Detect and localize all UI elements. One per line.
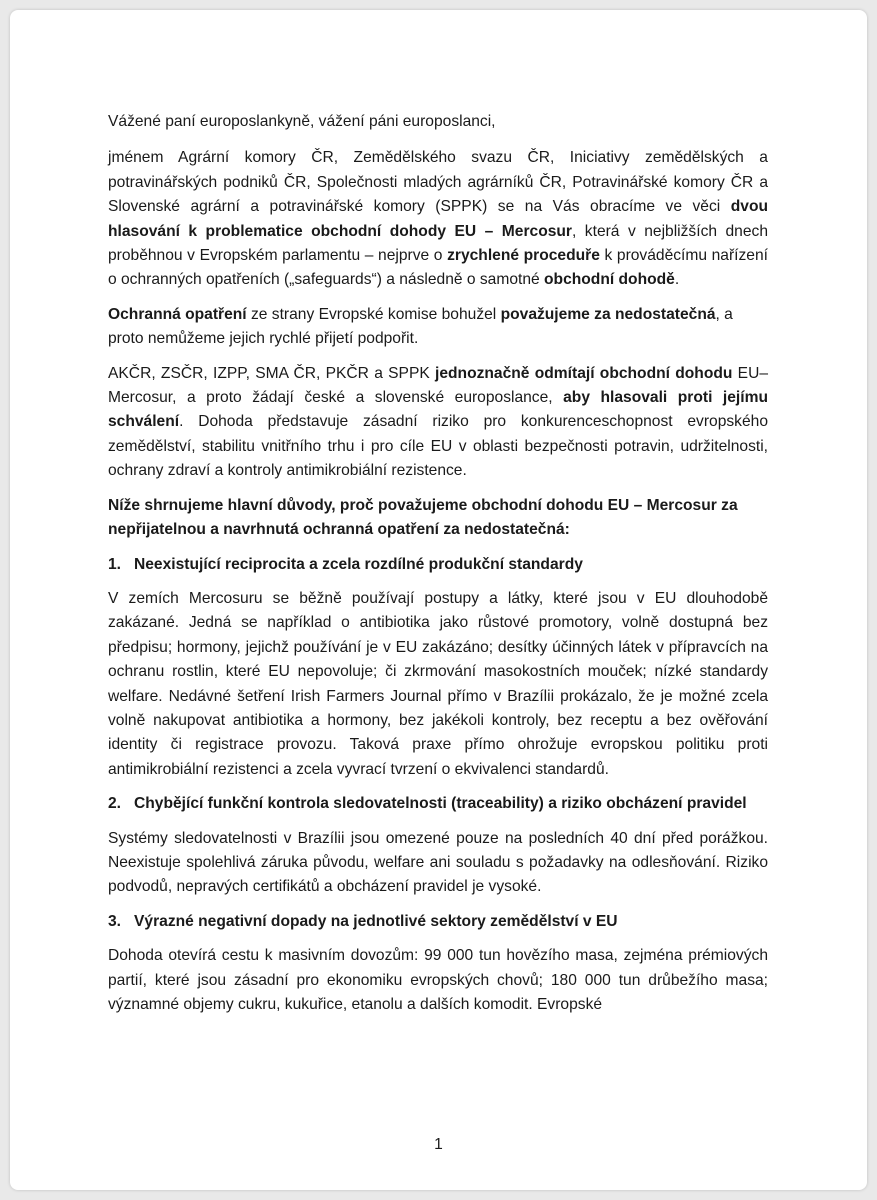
page-number: 1 <box>434 1136 443 1153</box>
safeguards-text: ze strany Evropské komise bohužel <box>246 305 501 323</box>
intro-text: k prováděcímu nařízení o ochranných opatřeních („safeguards“) a následně o samotné <box>108 247 768 289</box>
rejection-text: AKČR, ZSČR, IZPP, SMA ČR, PKČR a SPPK <box>108 364 436 382</box>
section-title: Výrazné negativní dopady na jednotlivé sektory zemědělství v EU <box>134 912 618 930</box>
section-title: Neexistující reciprocita a zcela rozdílné produkční standardy <box>134 555 583 573</box>
section-heading-3 <box>108 910 768 934</box>
intro-text: jménem Agrární komory ČR, Zemědělského svazu ČR, Iniciativy zemědělských a potravinářských podniků ČR, Společnosti mladých agrárníků ČR, Potravinářské komory ČR a Slovenské agrární a potravinářské komory (SPPK) se na Vás obracíme ve věci <box>108 149 768 216</box>
intro-emphasis-procedure: zrychlené proceduře <box>447 247 600 265</box>
intro-text: , která v nejbližších dnech proběhnou v Evropském parlamentu – nejprve o <box>108 222 768 265</box>
intro-paragraph <box>108 146 768 292</box>
section-body-3: Dohoda otevírá cestu k masivním dovozům: 99 000 tun hovězího masa, zejména prémiových partií, které jsou zásadní pro ekonomiku evropských chovů; 180 000 tun drůbežího masa; významné objemy cukru, kukuřice, etanolu a dalších komodit. Evropské <box>108 947 768 1013</box>
safeguards-paragraph <box>108 303 768 352</box>
section-number: 2. <box>108 795 122 813</box>
section-number: 1. <box>108 555 122 573</box>
summary-heading: Níže shrnujeme hlavní důvody, proč považujeme obchodní dohodu EU – Mercosur za nepřijatelnou a navrhnutá ochranná opatření za nedostatečná: <box>108 496 738 539</box>
intro-text: . <box>674 271 680 289</box>
letter-body <box>108 110 768 1027</box>
rejection-paragraph <box>108 362 768 484</box>
rejection-text: EU–Mercosur, a proto žádají české a slovenské europoslance, <box>108 364 769 407</box>
safeguards-emphasis: Ochranná opatření <box>108 305 247 323</box>
safeguards-emphasis-insufficient: považujeme za nedostatečná <box>500 305 716 323</box>
section-heading-1 <box>108 553 768 577</box>
section-heading-2 <box>108 792 768 816</box>
document-page <box>10 10 867 1190</box>
intro-emphasis-agreement: obchodní dohodě <box>544 271 675 289</box>
section-number: 3. <box>108 912 122 930</box>
section-body-1: V zemích Mercosuru se běžně používají postupy a látky, které jsou v EU dlouhodobě zakázané. Jedná se například o antibiotika jako růstové promotory, volně dostupná bez předpisu; hormony, jejichž používání je v EU zakázáno; desítky účinných látek v přípravcích na ochranu rostlin, které EU nepovoluje; či zkrmování masokostních mouček; nízké standardy welfare. Nedávné šetření Irish Farmers Journal přímo v Brazílii prokázalo, že je možné zcela volně nakupovat antibiotika a hormony, bez jakékoli kontroly, bez receptu a bez ověřování identity či registrace provozu. Taková praxe přímo ohrožuje evropskou politiku proti antimikrobiální rezistenci a zcela vyvrací tvrzení o ekvivalenci standardů. <box>108 589 768 778</box>
rejection-emphasis: jednoznačně odmítají obchodní dohodu <box>435 364 733 382</box>
section-title: Chybějící funkční kontrola sledovatelnosti (traceability) a riziko obcházení pravidel <box>134 795 747 813</box>
safeguards-text: , a proto nemůžeme jejich rychlé přijetí podpořit. <box>108 305 733 348</box>
salutation: Vážené paní europoslankyně, vážení páni europoslanci, <box>108 113 496 130</box>
section-body-2: Systémy sledovatelnosti v Brazílii jsou omezené pouze na posledních 40 dní před porážkou. Neexistuje spolehlivá záruka původu, welfare ani souladu s požadavky na odlesňování. Riziko podvodů, nepravých certifikátů a obcházení pravidel je vysoké. <box>108 829 768 896</box>
intro-emphasis-votes: dvou hlasování k problematice obchodní dohody EU – Mercosur <box>108 198 768 240</box>
rejection-text: . Dohoda představuje zásadní riziko pro konkurenceschopnost evropského zemědělství, stabilitu vnitřního trhu i pro cíle EU v oblasti bezpečnosti potravin, udržitelnosti, ochrany zdraví a kontroly antimikrobiální rezistence. <box>108 413 768 480</box>
rejection-emphasis-vote-against: aby hlasovali proti jejímu schválení <box>108 389 768 431</box>
